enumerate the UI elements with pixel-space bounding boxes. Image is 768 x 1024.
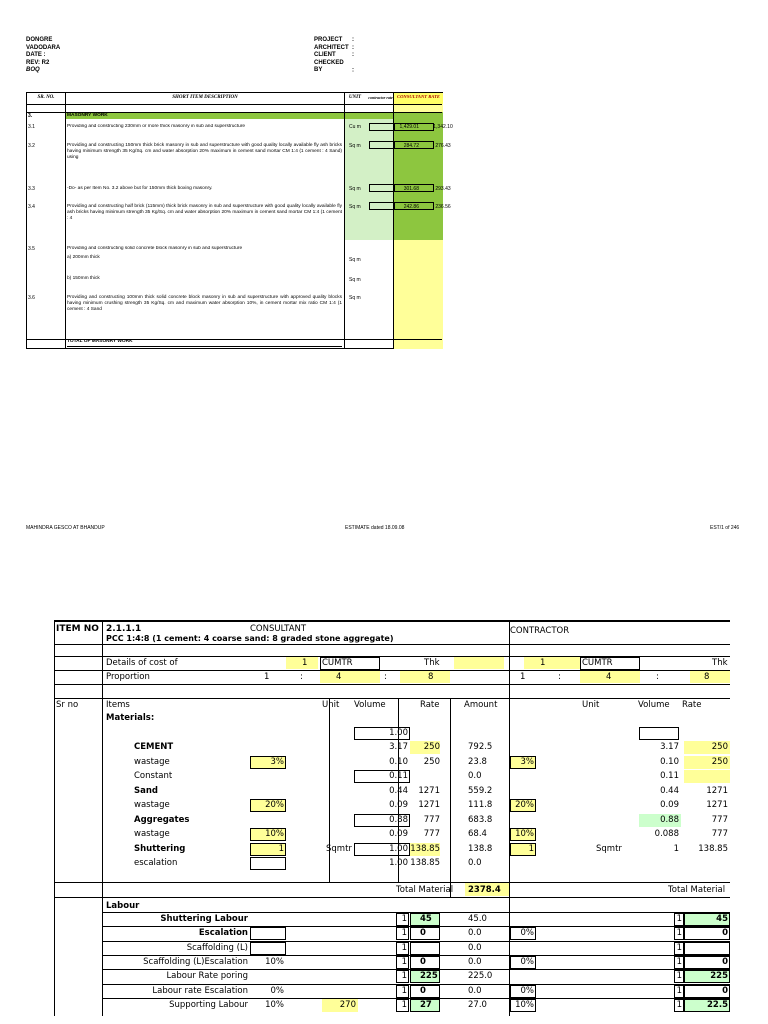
material-volume: 0.11 [389, 771, 408, 781]
material-pct: 10% [265, 829, 284, 839]
material-name: Sand [134, 785, 158, 796]
item-title: PCC 1:4:8 (1 cement: 4 coarse sand: 8 graded stone aggregate) [106, 634, 394, 643]
material-pct: 20% [265, 800, 284, 810]
section-title: MASONRY WORK [67, 113, 108, 118]
client-label: CLIENT [314, 52, 336, 58]
labour-extra: 270 [339, 999, 356, 1010]
c-material-volume: 1 [673, 843, 679, 854]
header-left [26, 37, 60, 75]
c-total-material-label: Total Material [668, 885, 726, 895]
header-right [314, 37, 354, 75]
material-amount: 683.8 [468, 814, 493, 825]
material-name: wastage [134, 800, 170, 810]
material-rate: 777 [423, 829, 440, 839]
row-contractor-rate: 1,429.01 [399, 124, 419, 130]
c-labour-qty: 1 [676, 928, 682, 939]
c-material-rate: 1271 [706, 785, 728, 796]
material-name: escalation [134, 858, 178, 868]
consultant-label: CONSULTANT [250, 624, 307, 634]
labour-name: Escalation [198, 928, 248, 939]
c-material-rate: 777 [711, 829, 728, 839]
c-labour-rate: 45 [716, 914, 728, 924]
c-material-rate: 1271 [706, 800, 728, 810]
total-material-value: 2378.4 [468, 885, 501, 895]
row-unit: Sq m [349, 143, 361, 149]
material-rate: 250 [423, 756, 440, 767]
row-sr: 3.2 [28, 143, 35, 149]
labour-rate: 0 [420, 985, 426, 996]
c-material-rate: 250 [711, 756, 728, 767]
c-details-one: 1 [540, 658, 546, 668]
row-sr: 3.4 [28, 204, 35, 210]
c-material-volume: 0.088 [654, 829, 679, 839]
consultant-green-block [394, 112, 443, 240]
labour-pct: 10% [265, 999, 284, 1010]
row-contractor-rate: 301.68 [403, 186, 419, 192]
material-rate: 138.85 [410, 843, 440, 854]
material-amount: 68.4 [468, 829, 487, 839]
header-line: BOQ [26, 67, 40, 73]
material-name: wastage [134, 829, 170, 839]
c-cumtr: CUMTR [582, 658, 613, 668]
sep: : [352, 52, 354, 58]
material-name: wastage [134, 756, 170, 767]
footer-center: ESTIMATE dated 18.09.08 [345, 525, 405, 531]
material-amount: 0.0 [468, 858, 482, 868]
c-labour-qty: 1 [676, 914, 682, 924]
row-sr: 3.1 [28, 124, 35, 130]
labour-qty: 1 [401, 956, 407, 967]
prop-sand: 4 [336, 672, 342, 682]
header-line: VADODARA [26, 44, 61, 51]
section-no: 3. [28, 113, 33, 119]
material-name: Shuttering [134, 843, 186, 854]
row-unit: Cu m [349, 124, 361, 130]
col-unit: Unit [322, 700, 340, 710]
c-material-rate: 777 [711, 814, 728, 825]
material-pct: 1 [278, 843, 284, 854]
estimate-sheet [54, 620, 730, 1016]
labour-name: Scaffolding (L)Escalation [143, 956, 248, 967]
row-desc: a) 200mm thick [67, 255, 100, 260]
row-contractor-rate: 242.86 [403, 204, 419, 210]
c-material-rate: 250 [711, 742, 728, 752]
labour-amount: 225.0 [468, 971, 493, 982]
cumtr: CUMTR [322, 658, 353, 668]
c-material-pct: 20% [515, 800, 534, 810]
material-volume: 3.17 [389, 742, 408, 752]
row-sr: 3.5 [28, 246, 35, 252]
material-rate: 1271 [418, 785, 440, 796]
c-material-pct: 3% [520, 756, 534, 767]
c-material-unit: Sqmtr [596, 843, 622, 854]
prop-colon: : [300, 672, 303, 682]
c-prop-sand: 4 [606, 672, 612, 682]
c-labour-qty: 1 [676, 942, 682, 953]
total-material-label: Total Material [396, 885, 454, 895]
c-material-volume: 0.09 [660, 800, 679, 810]
c-labour-pct: 0% [520, 956, 534, 967]
row-contractor-rate: 284.72 [403, 143, 419, 149]
labour-qty: 1 [401, 971, 407, 982]
c-prop-aggregate: 8 [704, 672, 710, 682]
c-labour-qty: 1 [676, 999, 682, 1010]
row-consultant-rate: 236.56 [435, 204, 451, 210]
c-material-pct: 10% [515, 829, 534, 839]
item-no: 2.1.1.1 [106, 624, 142, 634]
col-amount: Amount [464, 700, 498, 710]
material-pct: 3% [270, 756, 284, 767]
labour-rate: 45 [420, 914, 432, 924]
labour-amount: 0.0 [468, 985, 482, 996]
architect-label: ARCHITECT [314, 44, 349, 51]
c-labour-rate: 22.5 [707, 999, 728, 1010]
c-col-rate: Rate [682, 700, 702, 710]
labour-name: Scaffolding (L) [186, 942, 248, 953]
row-unit: Sq m [349, 204, 361, 210]
contractor-green-block [345, 119, 394, 240]
row-consultant-rate: 276.43 [435, 143, 451, 149]
prop-colon: : [384, 672, 387, 682]
c-material-volume: 0.10 [660, 756, 679, 767]
row-consultant-rate: 293.43 [435, 186, 451, 192]
row-desc: Providing and constructing 230mm or more thick masonry in sub and superstructure [67, 124, 246, 129]
c-labour-pct: 10% [515, 999, 534, 1010]
row-consultant-rate: 1,342.10 [433, 124, 453, 130]
c-material-volume: 0.88 [660, 814, 679, 825]
material-amount: 111.8 [468, 800, 493, 810]
row-unit: Sq m [349, 186, 361, 192]
material-name: Aggregates [134, 814, 190, 825]
c-prop-cement: 1 [520, 672, 526, 682]
labour-qty: 1 [401, 914, 407, 924]
row-desc: Providing and constructing half brick (115mm) thick brick masonry in sub and superstructure with good quality locally available fly ash bricks having minimum strength 35 Kg/Sq. cm and water absorption 20% maximum in cement sand mortar CM 1:4 (1 cement : 4 [67, 204, 342, 221]
details-one: 1 [302, 658, 308, 668]
col-sr-no: Sr no [56, 700, 79, 710]
c-material-rate: 138.85 [698, 843, 728, 854]
materials-label: Materials: [106, 713, 155, 723]
material-rate: 250 [423, 742, 440, 752]
footer-right: EST/1 of 246 [710, 525, 740, 531]
row-unit: Sq m [349, 277, 361, 283]
thk-label: Thk [424, 658, 440, 668]
volume-top: 1.00 [389, 728, 408, 738]
c-labour-qty: 1 [676, 956, 682, 967]
c-col-volume: Volume [638, 700, 670, 710]
labour-amount: 0.0 [468, 956, 482, 967]
row-unit: Sq m [349, 257, 361, 263]
labour-name: Labour Rate poring [166, 971, 248, 982]
row-desc: -Do- as per Item No. 3.2 above but for 150mm thick boxing masonry. [67, 186, 213, 191]
c-labour-pct: 0% [520, 985, 534, 996]
material-volume: 0.09 [389, 800, 408, 810]
labour-amount: 0.0 [468, 942, 482, 953]
c-material-volume: 3.17 [660, 742, 679, 752]
row-sr: 3.3 [28, 186, 35, 192]
material-rate: 777 [423, 814, 440, 825]
material-volume: 0.44 [389, 785, 408, 796]
c-thk-label: Thk [712, 658, 728, 668]
prop-aggregate: 8 [428, 672, 434, 682]
sep: : [352, 67, 354, 73]
material-unit: Sqmtr [326, 843, 352, 854]
c-prop-colon: : [656, 672, 659, 682]
labour-rate: 27 [420, 999, 432, 1010]
contractor-label: CONTRACTOR [510, 626, 570, 636]
c-labour-rate: 225 [710, 971, 728, 982]
col-description: SHORT ITEM DESCRIPTION [172, 95, 238, 100]
labour-qty: 1 [401, 928, 407, 939]
row-desc: Providing and constructing 150mm thick brick masonry in sub and superstructure with good quality locally available fly ash bricks having minimum strength 35 Kg/Sq. cm and water absorption 20% maximum in cement sand mortar CM 1:4 (1 cement : 4 Sand) using [67, 143, 342, 160]
checked-by-label: CHECKED BY [314, 59, 344, 73]
material-volume: 0.10 [389, 756, 408, 767]
material-volume: 0.09 [389, 829, 408, 839]
c-labour-rate: 0 [722, 928, 728, 939]
total-label: TOTAL OF MASONRY WORK [67, 339, 342, 347]
labour-label: Labour [106, 901, 140, 911]
labour-amount: 27.0 [468, 999, 487, 1010]
material-volume: 1.00 [389, 843, 408, 854]
labour-qty: 1 [401, 942, 407, 953]
labour-qty: 1 [401, 999, 407, 1010]
material-amount: 559.2 [468, 785, 493, 796]
col-volume: Volume [354, 700, 386, 710]
c-material-volume: 0.44 [660, 785, 679, 796]
col-sr-no: SR. NO. [37, 95, 55, 100]
c-material-volume: 0.11 [660, 771, 679, 781]
project-label: PROJECT [314, 37, 343, 43]
labour-name: Labour rate Escalation [152, 985, 248, 996]
labour-pct: 0% [270, 985, 284, 996]
labour-name: Supporting Labour [169, 999, 248, 1010]
c-labour-rate: 0 [722, 985, 728, 996]
material-name: CEMENT [134, 742, 174, 752]
c-material-pct: 1 [528, 843, 534, 854]
labour-rate: 225 [420, 971, 438, 982]
col-consultant-rate: CONSULTANT RATE [397, 94, 440, 99]
row-sr: 3.6 [28, 295, 35, 301]
material-volume: 0.88 [389, 814, 408, 825]
material-amount: 138.8 [468, 843, 493, 854]
material-rate: 138.85 [410, 858, 440, 868]
boq-table [26, 92, 453, 349]
item-no-label: ITEM NO [56, 624, 99, 634]
c-labour-pct: 0% [520, 928, 534, 939]
labour-rate: 0 [420, 928, 426, 939]
row-desc: b) 150mm thick [67, 276, 100, 281]
c-col-unit: Unit [582, 700, 600, 710]
col-rate: Rate [420, 700, 440, 710]
labour-pct: 10% [265, 956, 284, 967]
header-line: REV: R2 [26, 59, 50, 66]
c-labour-qty: 1 [676, 985, 682, 996]
header-line: DATE : [26, 52, 46, 58]
labour-amount: 45.0 [468, 914, 487, 924]
header-line: DONGRE [26, 37, 53, 43]
labour-qty: 1 [401, 985, 407, 996]
row-unit: Sq m [349, 295, 361, 301]
proportion-label: Proportion [106, 672, 150, 682]
labour-rate: 0 [420, 956, 426, 967]
material-name: Constant [134, 771, 173, 781]
material-rate: 1271 [418, 800, 440, 810]
prop-cement: 1 [264, 672, 270, 682]
labour-name: Shuttering Labour [160, 914, 248, 924]
material-volume: 1.00 [389, 858, 408, 868]
details-label: Details of cost of [106, 658, 178, 668]
c-prop-colon: : [558, 672, 561, 682]
col-contractor-rate: contractor rate [368, 95, 393, 100]
material-amount: 0.0 [468, 771, 482, 781]
labour-amount: 0.0 [468, 928, 482, 939]
col-items: Items [106, 700, 130, 710]
row-desc: Providing and constructing 100mm thick solid concrete block masonry in sub and superstructure with approved quality blocks having minimum crushing strength 35 Kg/Sq. cm and maximum water absorption 10%, in cement mortar mix ratio CM 1:4 (1 cement : 4 Sand [67, 295, 342, 312]
c-labour-qty: 1 [676, 971, 682, 982]
row-desc: Providing and constructing solid concrete block masonry in sub and superstructure [67, 246, 243, 251]
sep: : [352, 44, 354, 51]
material-amount: 792.5 [468, 742, 493, 752]
col-unit: UNIT [348, 95, 362, 100]
material-amount: 23.8 [468, 756, 487, 767]
c-labour-rate: 0 [722, 956, 728, 967]
sep: : [352, 37, 354, 43]
footer-left: MAHINDRA GESCO AT BHANDUP [26, 525, 105, 531]
